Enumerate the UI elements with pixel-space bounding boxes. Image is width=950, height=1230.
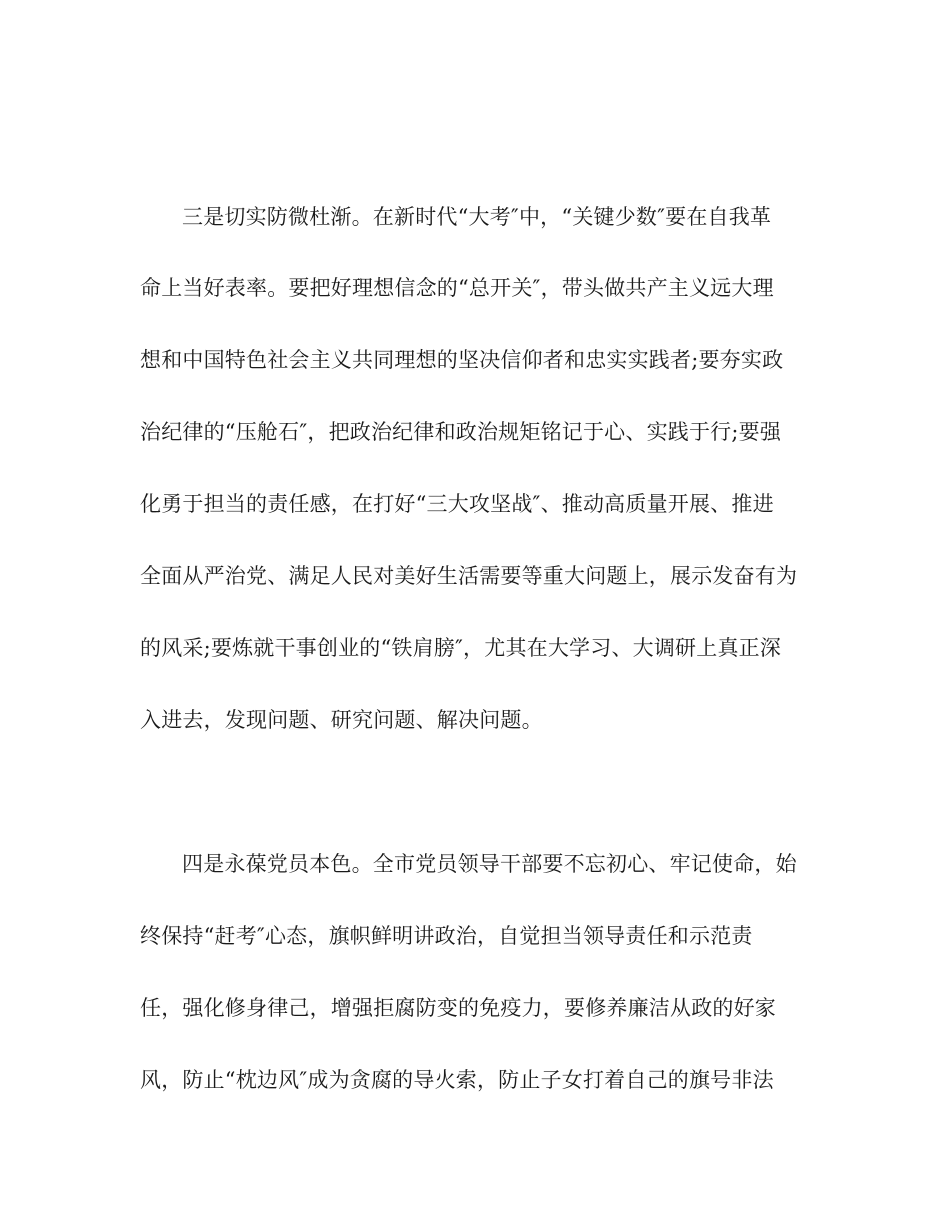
paragraph-line: 命上当好表率。要把好理想信念的“总开关″，带头做共产主义远大理 [140, 276, 774, 300]
paragraph-line: 任，强化修身律己，增强拒腐防变的免疫力，要修养廉洁从政的好家 [140, 996, 776, 1020]
paragraph-line: 的风采;要炼就干事创业的“铁肩膀″，尤其在大学习、大调研上真正深 [140, 636, 782, 660]
paragraph-line: 风，防止“枕边风″成为贪腐的导火索，防止子女打着自己的旗号非法 [140, 1068, 774, 1092]
paragraph-line: 全面从严治党、满足人民对美好生活需要等重大问题上，展示发奋有为 [140, 564, 798, 588]
paragraph-line: 三是切实防微杜渐。在新时代“大考″中，“关键少数″要在自我革 [182, 205, 772, 229]
paragraph-line: 想和中国特色社会主义共同理想的坚决信仰者和忠实实践者;要夯实政 [140, 348, 784, 372]
paragraph-line: 化勇于担当的责任感，在打好“三大攻坚战″、推动高质量开展、推进 [140, 492, 774, 516]
paragraph-line: 入进去，发现问题、研究问题、解决问题。 [140, 708, 543, 732]
paragraph-line: 治纪律的“压舱石″，把政治纪律和政治规矩铭记于心、实践于行;要强 [140, 420, 782, 444]
paragraph-line: 终保持“赶考″心态，旗帜鲜明讲政治，自觉担当领导责任和示范责 [140, 924, 753, 948]
paragraph-line: 四是永葆党员本色。全市党员领导干部要不忘初心、牢记使命，始 [182, 852, 797, 876]
